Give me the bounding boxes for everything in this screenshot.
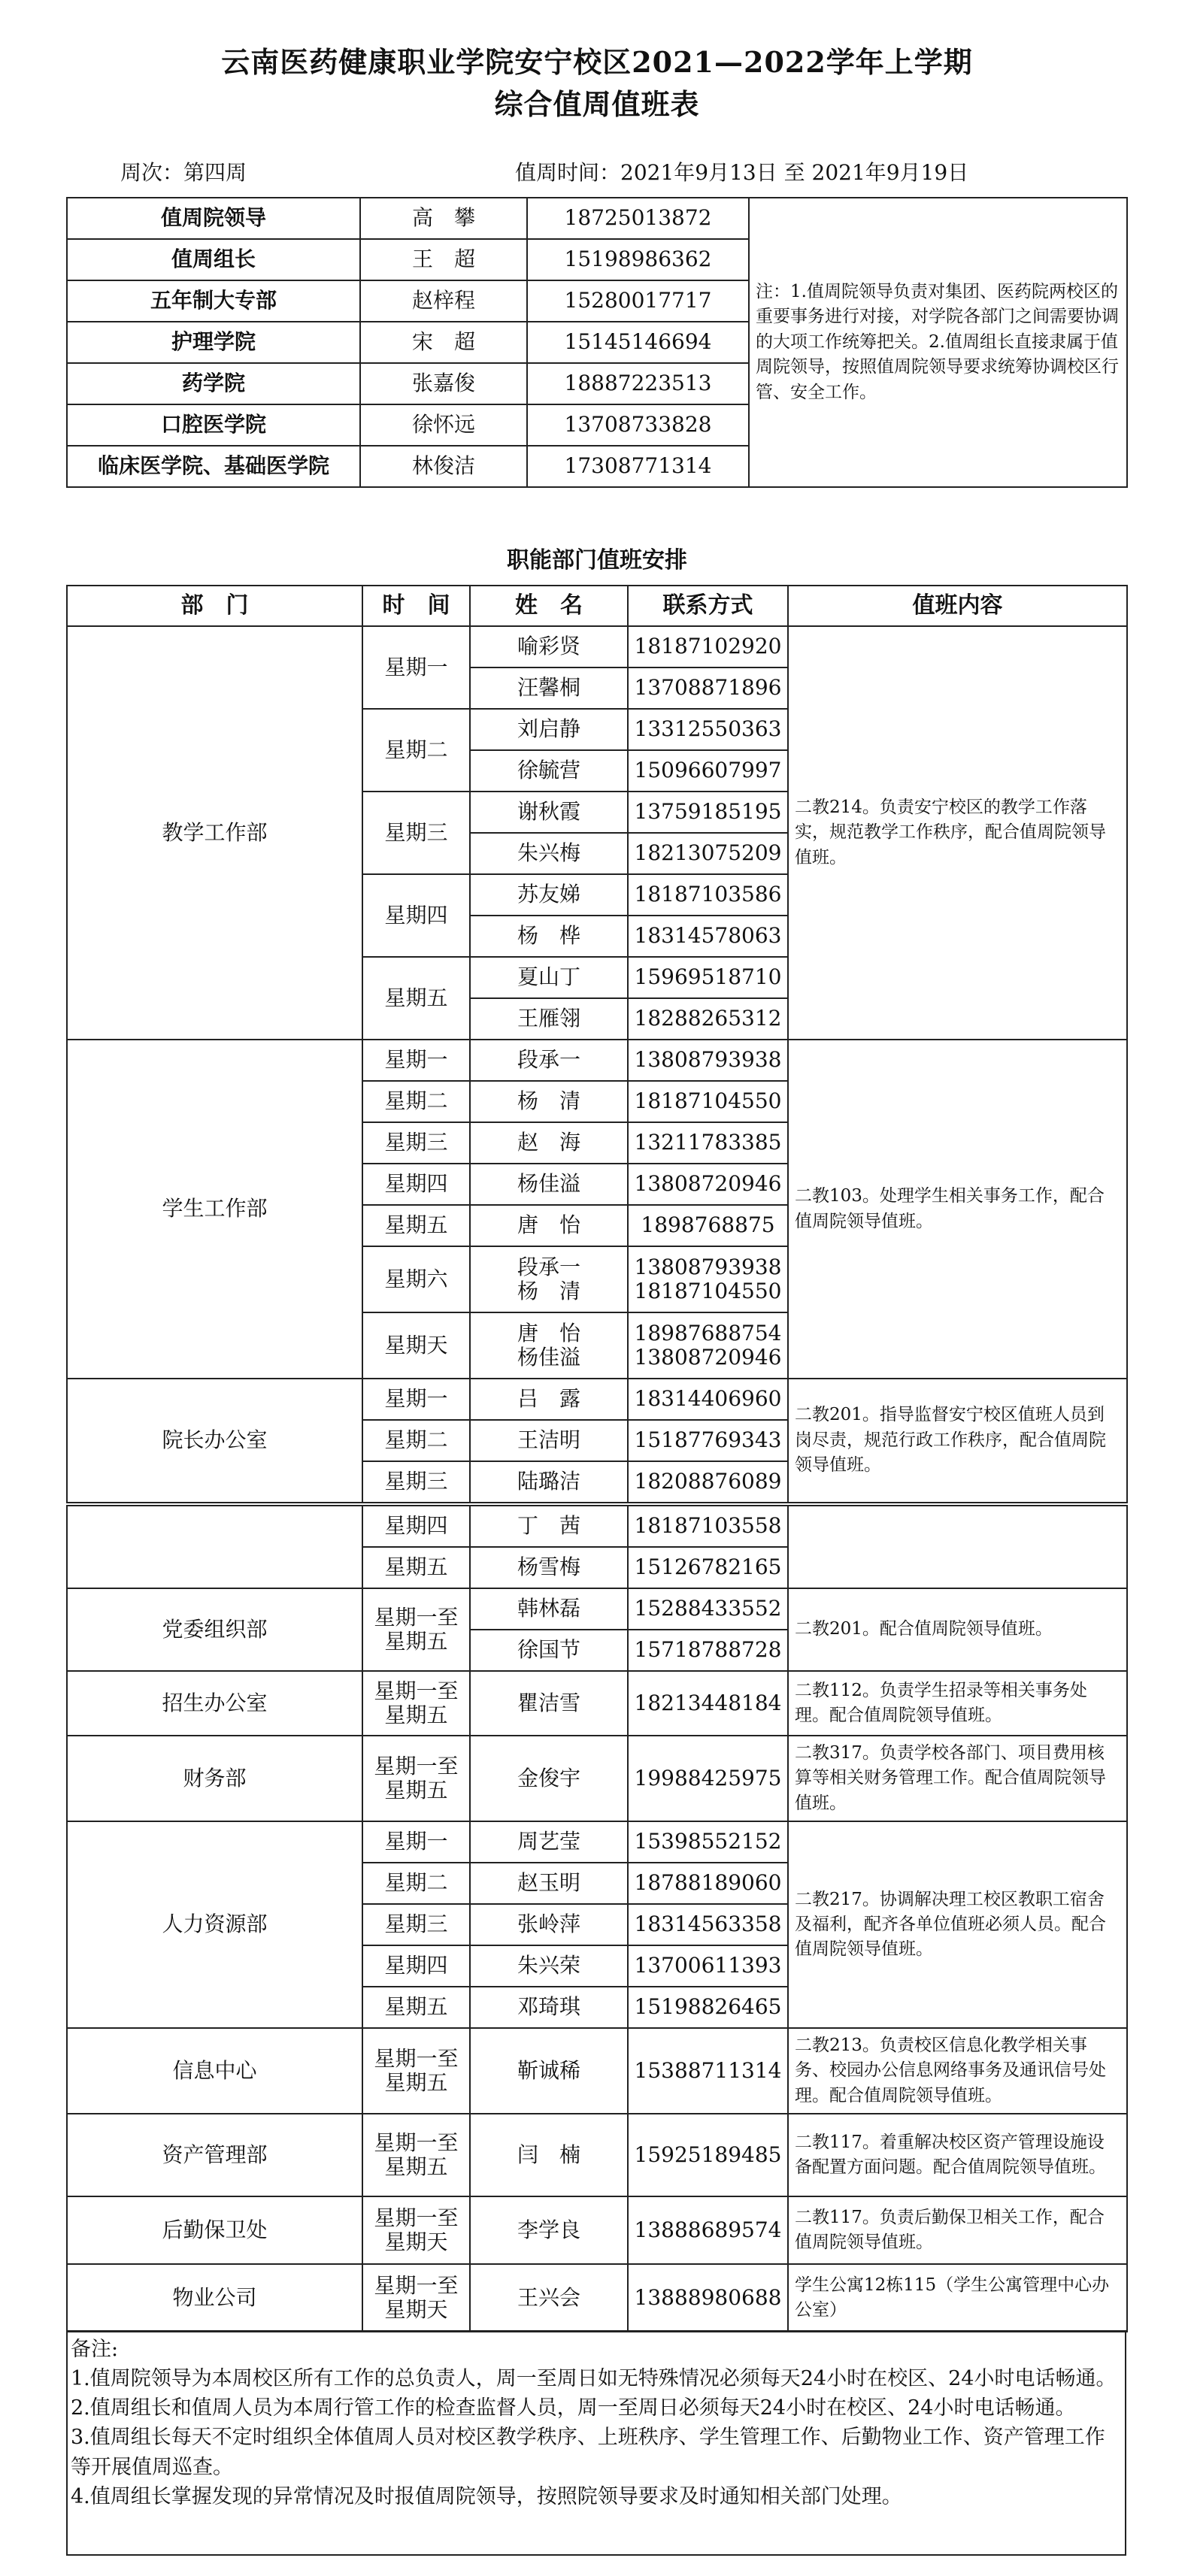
person-name: 闫 楠 <box>470 2114 628 2196</box>
person-phone: 13708871896 <box>628 667 788 709</box>
remarks-title: 备注: <box>71 2338 119 2361</box>
day-cell: 星期一至星期天 <box>362 2264 470 2332</box>
content-asset: 二教117。着重解决校区资产管理设施设备配置方面问题。配合值周院领导值班。 <box>788 2114 1127 2196</box>
person-phone: 18187104550 <box>634 1279 782 1303</box>
day-cell: 星期三 <box>362 1461 470 1503</box>
person-phone: 13759185195 <box>628 792 788 833</box>
leader-phone: 15280017717 <box>527 280 749 322</box>
person-name: 段承一 <box>470 1040 628 1081</box>
person-name: 王洁明 <box>470 1420 628 1461</box>
header-dept: 部 门 <box>67 586 362 626</box>
day-cell: 星期一 <box>362 1821 470 1863</box>
person-name: 喻彩贤 <box>470 626 628 667</box>
person-phone: 13808793938 <box>634 1254 782 1279</box>
day-cell: 星期一至星期五 <box>362 1588 470 1671</box>
person-name: 陆璐洁 <box>470 1461 628 1503</box>
person-phone: 18788189060 <box>628 1863 788 1904</box>
day-cell: 星期二 <box>362 1863 470 1904</box>
day-cell: 星期一 <box>362 1040 470 1081</box>
leader-name: 徐怀远 <box>360 404 527 446</box>
person-name: 王雁翎 <box>470 998 628 1040</box>
person-phone: 13312550363 <box>628 709 788 750</box>
person-phone: 15096607997 <box>628 750 788 792</box>
person-name: 靳诚稀 <box>470 2028 628 2114</box>
day-cell: 星期天 <box>362 1312 470 1379</box>
person-name: 朱兴梅 <box>470 833 628 874</box>
person-phone: 18288265312 <box>628 998 788 1040</box>
leader-phone: 18887223513 <box>527 363 749 404</box>
person-name: 徐毓营 <box>470 750 628 792</box>
leader-role: 五年制大专部 <box>67 280 360 322</box>
person-phone: 1898768875 <box>628 1205 788 1246</box>
person-phone: 13888980688 <box>628 2264 788 2332</box>
leader-name: 高 攀 <box>360 198 527 239</box>
content-property: 学生公寓12栋115（学生公寓管理中心办公室） <box>788 2264 1127 2332</box>
dept-party: 党委组织部 <box>67 1588 362 1671</box>
person-phone: 13888689574 <box>628 2196 788 2264</box>
dept-property: 物业公司 <box>67 2264 362 2332</box>
header-time: 时 间 <box>362 586 470 626</box>
person-name: 刘启静 <box>470 709 628 750</box>
day-cell: 星期二 <box>362 1420 470 1461</box>
leader-phone: 15145146694 <box>527 322 749 363</box>
duty-section-title: 职能部门值班安排 <box>507 547 687 574</box>
dept-asset: 资产管理部 <box>67 2114 362 2196</box>
person-phone: 18187103586 <box>628 874 788 916</box>
person-phone: 15398552152 <box>628 1821 788 1863</box>
duty-table-1 <box>66 585 1128 1503</box>
person-name: 杨佳溢 <box>470 1164 628 1205</box>
header-contact: 联系方式 <box>628 586 788 626</box>
person-phone: 18314563358 <box>628 1904 788 1945</box>
day-cell: 星期四 <box>362 874 470 957</box>
person-name: 周艺莹 <box>470 1821 628 1863</box>
period-label: 值周时间：2021年9月13日 至 2021年9月19日 <box>515 160 969 185</box>
person-phone: 13808793938 <box>628 1040 788 1081</box>
person-name: 赵玉明 <box>470 1863 628 1904</box>
person-name: 唐 怡 <box>517 1320 580 1346</box>
remark-item: 1.值周院领导为本周校区所有工作的总负责人，周一至周日如无特殊情况必须每天24小时在校区、24小时电话畅通。 <box>71 2367 1117 2391</box>
day-cell: 星期五 <box>362 957 470 1040</box>
person-phone-pair <box>628 1246 788 1312</box>
person-name: 杨 清 <box>517 1279 580 1303</box>
day-cell: 星期五 <box>362 1205 470 1246</box>
leader-name: 王 超 <box>360 239 527 280</box>
leader-role: 药学院 <box>67 363 360 404</box>
person-name: 王兴会 <box>470 2264 628 2332</box>
person-phone: 15187769343 <box>628 1420 788 1461</box>
content-president-office: 二教201。指导监督安宁校区值班人员到岗尽责，规范行政工作秩序，配合值周院领导值班。 <box>788 1379 1127 1503</box>
person-name: 谢秋霞 <box>470 792 628 833</box>
person-phone: 19988425975 <box>628 1736 788 1821</box>
person-phone: 15925189485 <box>628 2114 788 2196</box>
content-teaching: 二教214。负责安宁校区的教学工作落实，规范教学工作秩序，配合值周院领导值班。 <box>788 626 1127 1040</box>
remark-item: 3.值周组长每天不定时组织全体值周人员对校区教学秩序、上班秩序、学生管理工作、后勤物业工作、资产管理工作等开展值周巡查。 <box>71 2426 1105 2479</box>
person-phone: 15198826465 <box>628 1987 788 2028</box>
person-name: 杨佳溢 <box>517 1345 580 1370</box>
person-name-pair <box>470 1312 628 1379</box>
day-cell: 星期四 <box>362 1164 470 1205</box>
person-phone: 15388711314 <box>628 2028 788 2114</box>
day-cell: 星期六 <box>362 1246 470 1312</box>
leaders-note: 注：1.值周院领导负责对集团、医药院两校区的重要事务进行对接，对学院各部门之间需要协调的大项工作统筹把关。2.值周组长直接隶属于值周院领导，按照值周院领导要求统筹协调校区行管、安全工作。 <box>749 198 1127 487</box>
day-cell: 星期四 <box>362 1506 470 1547</box>
person-name: 朱兴荣 <box>470 1945 628 1987</box>
day-cell: 星期一至星期五 <box>362 1736 470 1821</box>
leader-name: 林俊洁 <box>360 446 527 487</box>
leader-role: 护理学院 <box>67 322 360 363</box>
week-label: 周次：第四周 <box>120 160 247 185</box>
content-party: 二教201。配合值周院领导值班。 <box>788 1588 1127 1671</box>
content-student: 二教103。处理学生相关事务工作，配合值周院领导值班。 <box>788 1040 1127 1379</box>
day-cell: 星期一至星期五 <box>362 1671 470 1736</box>
leader-phone: 13708733828 <box>527 404 749 446</box>
person-phone: 18987688754 <box>634 1320 782 1346</box>
day-cell: 星期三 <box>362 1904 470 1945</box>
leader-name: 宋 超 <box>360 322 527 363</box>
dept-teaching: 教学工作部 <box>67 626 362 1040</box>
day-cell: 星期一 <box>362 1379 470 1420</box>
person-phone: 15718788728 <box>628 1630 788 1671</box>
content-info: 二教213。负责校区信息化教学相关事务、校园办公信息网络事务及通讯信号处理。配合值周院领导值班。 <box>788 2028 1127 2114</box>
person-name: 汪馨桐 <box>470 667 628 709</box>
person-name: 张岭萍 <box>470 1904 628 1945</box>
day-cell: 星期三 <box>362 1122 470 1164</box>
person-name: 夏山丁 <box>470 957 628 998</box>
person-phone: 13808720946 <box>628 1164 788 1205</box>
leader-role: 值周院领导 <box>67 198 360 239</box>
remark-item: 4.值周组长掌握发现的异常情况及时报值周院领导，按照院领导要求及时通知相关部门处理。 <box>71 2484 902 2508</box>
person-phone: 18314578063 <box>628 916 788 957</box>
day-cell: 星期二 <box>362 1081 470 1122</box>
content-admission: 二教112。负责学生招录等相关事务处理。配合值周院领导值班。 <box>788 1671 1127 1736</box>
day-cell: 星期五 <box>362 1547 470 1588</box>
dept-hr: 人力资源部 <box>67 1821 362 2028</box>
day-cell: 星期三 <box>362 792 470 874</box>
person-name: 段承一 <box>517 1254 580 1279</box>
dept-info: 信息中心 <box>67 2028 362 2114</box>
person-phone: 13700611393 <box>628 1945 788 1987</box>
dept-president-office: 院长办公室 <box>67 1379 362 1503</box>
person-name-pair <box>470 1246 628 1312</box>
leader-phone: 15198986362 <box>527 239 749 280</box>
person-phone: 15969518710 <box>628 957 788 998</box>
leader-role: 口腔医学院 <box>67 404 360 446</box>
person-name: 杨 清 <box>470 1081 628 1122</box>
dept-finance: 财务部 <box>67 1736 362 1821</box>
leader-name: 张嘉俊 <box>360 363 527 404</box>
person-name: 苏友娣 <box>470 874 628 916</box>
content-hr: 二教217。协调解决理工校区教职工宿舍及福利，配齐各单位值班必须人员。配合值周院领导值班。 <box>788 1821 1127 2028</box>
day-cell: 星期一 <box>362 626 470 709</box>
person-name: 徐国节 <box>470 1630 628 1671</box>
page-subtitle: 综合值周值班表 <box>494 87 700 121</box>
person-phone: 18208876089 <box>628 1461 788 1503</box>
person-name: 杨 桦 <box>470 916 628 957</box>
person-phone: 18314406960 <box>628 1379 788 1420</box>
person-name: 瞿洁雪 <box>470 1671 628 1736</box>
day-cell: 星期一至星期五 <box>362 2028 470 2114</box>
leader-role: 值周组长 <box>67 239 360 280</box>
person-phone: 18187104550 <box>628 1081 788 1122</box>
leaders-table <box>66 197 1128 488</box>
header-content: 值班内容 <box>788 586 1127 626</box>
person-name: 丁 茜 <box>470 1506 628 1547</box>
day-cell: 星期二 <box>362 709 470 792</box>
person-phone: 18187102920 <box>628 626 788 667</box>
leader-phone: 18725013872 <box>527 198 749 239</box>
day-cell: 星期五 <box>362 1987 470 2028</box>
person-name: 韩林磊 <box>470 1588 628 1630</box>
person-phone: 15126782165 <box>628 1547 788 1588</box>
person-name: 赵 海 <box>470 1122 628 1164</box>
page-title: 云南医药健康职业学院安宁校区2021—2022学年上学期 <box>221 45 973 79</box>
content-logistics: 二教117。负责后勤保卫相关工作，配合值周院领导值班。 <box>788 2196 1127 2264</box>
person-phone: 18213075209 <box>628 833 788 874</box>
leader-name: 赵梓程 <box>360 280 527 322</box>
person-phone: 13211783385 <box>628 1122 788 1164</box>
person-phone-pair <box>628 1312 788 1379</box>
remarks-box <box>66 2330 1126 2556</box>
person-name: 杨雪梅 <box>470 1547 628 1588</box>
person-name: 金俊宇 <box>470 1736 628 1821</box>
person-name: 邓琦琪 <box>470 1987 628 2028</box>
dept-student: 学生工作部 <box>67 1040 362 1379</box>
person-name: 吕 露 <box>470 1379 628 1420</box>
leader-phone: 17308771314 <box>527 446 749 487</box>
person-phone: 15288433552 <box>628 1588 788 1630</box>
person-phone: 18187103558 <box>628 1506 788 1547</box>
day-cell: 星期四 <box>362 1945 470 1987</box>
content-president-office-cont <box>788 1506 1127 1588</box>
dept-admission: 招生办公室 <box>67 1671 362 1736</box>
day-cell: 星期一至星期天 <box>362 2196 470 2264</box>
leader-role: 临床医学院、基础医学院 <box>67 446 360 487</box>
header-name: 姓 名 <box>470 586 628 626</box>
dept-president-office-cont <box>67 1506 362 1588</box>
day-cell: 星期一至星期五 <box>362 2114 470 2196</box>
person-phone: 13808720946 <box>634 1345 782 1370</box>
dept-logistics: 后勤保卫处 <box>67 2196 362 2264</box>
person-name: 李学良 <box>470 2196 628 2264</box>
remark-item: 2.值周组长和值周人员为本周行管工作的检查监督人员，周一至周日必须每天24小时在校区、24小时电话畅通。 <box>71 2396 1076 2420</box>
person-name: 唐 怡 <box>470 1205 628 1246</box>
person-phone: 18213448184 <box>628 1671 788 1736</box>
content-finance: 二教317。负责学校各部门、项目费用核算等相关财务管理工作。配合值周院领导值班。 <box>788 1736 1127 1821</box>
duty-table-2 <box>66 1505 1128 2332</box>
